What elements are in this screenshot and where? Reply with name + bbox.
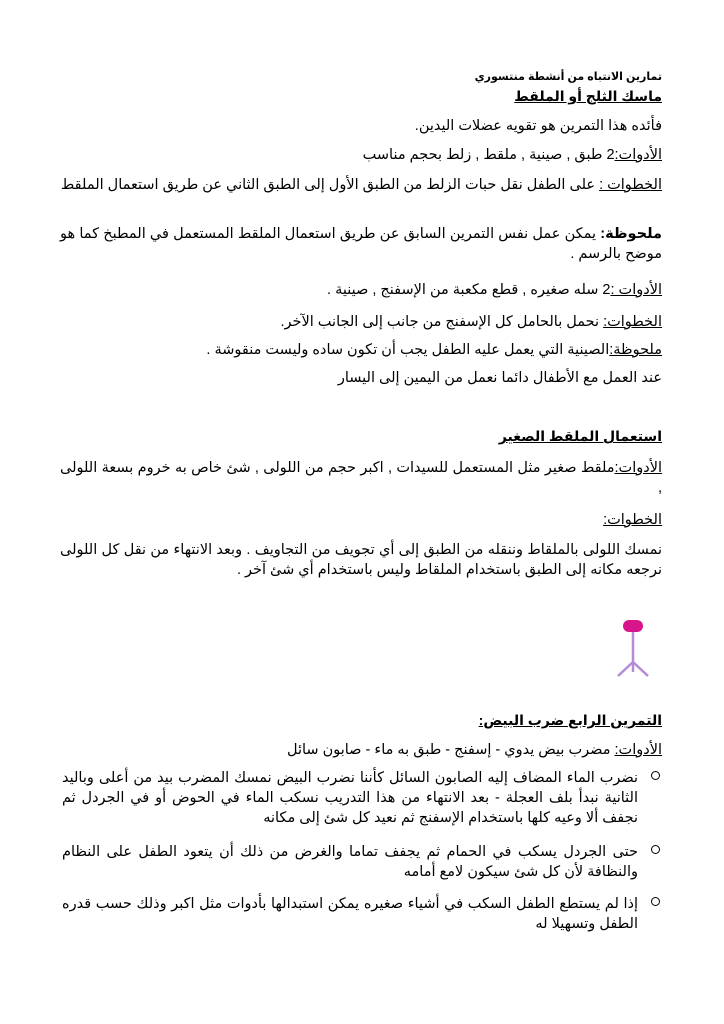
- steps-text: على الطفل نقل حبات الزلط من الطبق الأول إلى الطبق الثاني عن طريق استعمال الملقط: [60, 177, 600, 193]
- bullet-circle-icon: [651, 771, 660, 780]
- document-subtitle: تمارين الانتباه من أنشطة منتسوري: [474, 71, 662, 83]
- note-label: ملحوظة:: [609, 342, 662, 358]
- tools-text: مضرب بيض يدوي - إسفنج - طبق به ماء - صابون سائل: [286, 742, 615, 758]
- tools-label: الأدوات:: [614, 742, 662, 758]
- list-item: حتى الجردل يسكب في الحمام ثم يجفف تماما والغرض من ذلك أن يتعود الطفل على النظام والنظافة لأن كل شئ سيكون لامع أمامه: [62, 842, 638, 882]
- section-title-egg-beating: التمرين الرابع ضرب البيض:: [478, 712, 662, 728]
- tools-line-2: [60, 280, 662, 300]
- steps-paragraph-1: [60, 175, 662, 195]
- list-item: نضرب الماء المضاف إليه الصابون السائل كأننا نضرب البيض نمسك المضرب بيد من أعلى وباليد الثانية نبدأ بلف العجلة - بعد الانتهاء من هذا التدريب نسكب الماء في الحوض أو في الجردل ثم نجفف ألا وعيه كلها باستخدام الإسفنج ثم نعيد كل شئ إلى مكانه: [62, 768, 638, 828]
- note-label: ملحوظة:: [600, 226, 662, 242]
- steps-label: الخطوات :: [599, 177, 662, 193]
- section-title-small-tongs: استعمال الملقط الصغير: [498, 428, 662, 444]
- note-text: الصينية التي يعمل عليه الطفل يجب أن تكون ساده وليست منقوشة .: [206, 342, 610, 358]
- tools-line-1: [60, 145, 662, 165]
- tools-text: ملقط صغير مثل المستعمل للسيدات , اكبر حجم من اللولى , شئ خاص به خروم بسعة اللولى ,: [60, 460, 662, 496]
- note-text: يمكن عمل نفس التمرين السابق عن طريق استعمال الملقط المستعمل في المطبخ كما هو موضح بالرسم .: [60, 226, 662, 262]
- tools-text: 2 طبق , صينية , ملقط , زلط بحجم مناسب: [362, 147, 615, 163]
- steps-label-small-tongs: الخطوات:: [603, 512, 662, 528]
- steps-line-2: [60, 312, 662, 332]
- steps-paragraph-small-tongs: نمسك اللولى بالملقاط وننقله من الطبق إلى أي تجويف من التجاويف . وبعد الانتهاء من نقل كل اللولى نرجعه مكانه إلى الطبق باستخدام الملقاط وليس باستخدام أي شئ آخر .: [60, 542, 662, 578]
- steps-label: الخطوات:: [603, 314, 662, 330]
- section-title-ice-tongs: ماسك الثلج أو الملقط: [514, 88, 662, 104]
- tools-text: 2 سله صغيره , قطع مكعبة من الإسفنج , صينية .: [327, 282, 611, 298]
- list-item: إذا لم يستطع الطفل السكب في أشياء صغيره يمكن استبدالها بأدوات مثل اكبر وذلك حسب قدره الطفل وتسهيلا له: [62, 894, 638, 934]
- tongs-icon: [610, 618, 656, 684]
- bullet-circle-icon: [651, 845, 660, 854]
- tools-label: الأدوات:: [614, 460, 662, 476]
- tools-label: الأدوات:: [614, 147, 662, 163]
- tools-paragraph-small-tongs: [60, 458, 662, 498]
- steps-text: نحمل بالحامل كل الإسفنج من جانب إلى الجانب الآخر.: [280, 314, 604, 330]
- bullet-circle-icon: [651, 897, 660, 906]
- tools-label: الأدوات :: [610, 282, 662, 298]
- note-paragraph-1: [60, 224, 662, 264]
- note-line-2: [60, 340, 662, 360]
- purpose-paragraph: فأئده هذا التمرين هو تقويه عضلات اليدين.: [414, 118, 662, 134]
- tools-line-egg-beating: [60, 740, 662, 760]
- direction-rule: عند العمل مع الأطفال دائما نعمل من اليمين إلى اليسار: [337, 370, 662, 386]
